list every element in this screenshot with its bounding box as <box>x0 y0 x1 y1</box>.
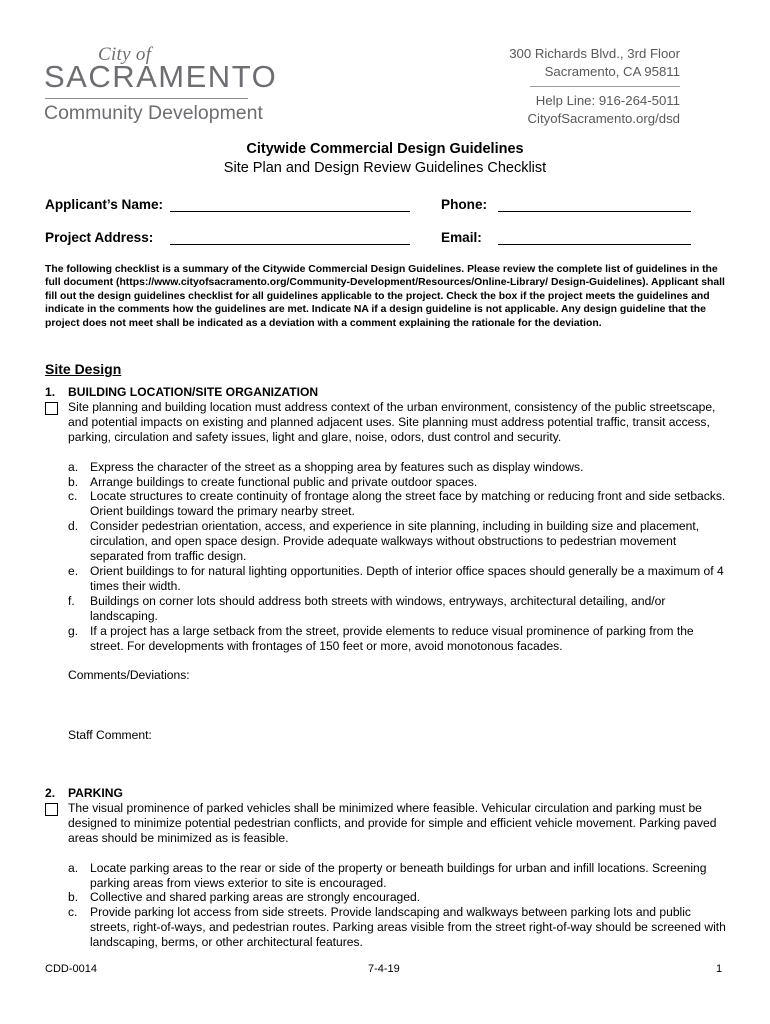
item-letter: d. <box>68 519 79 534</box>
logo-city-text: City of <box>98 44 152 65</box>
guideline-description <box>45 801 730 846</box>
item-text: Orient buildings to for natural lighting opportunities. Depth of interior office spaces should generally be a maximum of 4 times their width. <box>90 563 724 593</box>
item-text: If a project has a large setback from the street, provide elements to reduce visual prominence of parking from the street. For developments with frontages of 150 feet or more, avoid monotonous facades. <box>90 623 694 653</box>
item-letter: a. <box>68 860 79 875</box>
list-item <box>68 519 730 564</box>
item-letter: a. <box>68 459 79 474</box>
address-line1: 300 Richards Blvd., 3rd Floor <box>509 46 680 61</box>
guideline-heading <box>45 385 730 400</box>
item-letter: b. <box>68 890 79 905</box>
intro-paragraph: The following checklist is a summary of the Citywide Commercial Design Guidelines. Please review the complete list of guidelines in the full document (https://www.cityofsacramento.org/Community-Development/Resources/Online-Library/ Design-Guidelines). Applicant shall fill out the design guidelines checklist for all guidelines applicable to the project. Check the box if the project meets the guidelines and indicate in the comments how the guidelines are met. Indicate NA if a design guideline is not applicable. Any design guideline that the project does not meet shall be indicated as a deviation with a comment explaining the rationale for the deviation. <box>45 264 725 329</box>
guideline-2 <box>45 786 730 950</box>
item-text: Provide parking lot access from side streets. Provide landscaping and walkways between parking lots and public streets, right-of-ways, and pedestrian routes. Parking areas visible from the street right-of-way should be screened with landscaping, berms, or other architectural features. <box>90 905 726 950</box>
list-item <box>68 594 730 624</box>
item-text: Locate parking areas to the rear or side of the property or beneath buildings for urban and infill locations. Screening parking areas from views exterior to site is encouraged. <box>90 860 707 890</box>
guideline-1 <box>45 385 730 653</box>
item-text: Arrange buildings to create functional public and private outdoor spaces. <box>90 474 478 489</box>
list-item <box>68 624 730 654</box>
revision-date: 7-4-19 <box>368 963 400 975</box>
item-letter: f. <box>68 593 75 608</box>
contact-block <box>509 45 680 128</box>
guideline-items <box>45 861 730 950</box>
logo-divider <box>45 98 248 99</box>
item-letter: c. <box>68 905 78 920</box>
city-logo <box>44 44 284 134</box>
item-text: Locate structures to create continuity of frontage along the street face by matching or reducing front and side setbacks. Orient buildings toward the primary nearby street. <box>90 489 726 519</box>
list-item <box>68 475 730 490</box>
list-item <box>68 460 730 475</box>
project-address-field[interactable] <box>170 244 410 245</box>
list-item <box>68 890 730 905</box>
email-field[interactable] <box>498 244 691 245</box>
email-label: Email: <box>441 230 482 245</box>
guideline-checkbox[interactable] <box>45 803 58 816</box>
phone-field[interactable] <box>498 211 691 212</box>
list-item <box>68 905 730 950</box>
contact-divider <box>530 86 680 87</box>
list-item <box>68 564 730 594</box>
guideline-checkbox[interactable] <box>45 402 58 415</box>
item-text: Buildings on corner lots should address both streets with windows, entryways, architectural detailing, and/or landscaping. <box>90 593 666 623</box>
logo-dept-text: Community Development <box>44 102 263 124</box>
guideline-title: PARKING <box>68 786 123 800</box>
staff-comment-label: Staff Comment: <box>68 728 152 742</box>
item-text: Consider pedestrian orientation, access, and experience in site planning, including in building size and placement, circulation, and open space design. Provide adequate walkways without obstructions to pedestrian movement separated from traffic design. <box>90 519 700 564</box>
form-code: CDD-0014 <box>45 963 97 975</box>
item-text: Express the character of the street as a shopping area by features such as display windows. <box>90 459 584 474</box>
guideline-description-text: The visual prominence of parked vehicles shall be minimized where feasible. Vehicular circulation and parking must be designed to minimize potential pedestrian conflicts, and provide for simple and efficient vehicle movement. Parking paved areas should be minimized as is feasible. <box>68 800 717 845</box>
applicant-name-label: Applicant’s Name: <box>45 197 164 212</box>
phone-label: Phone: <box>441 197 488 212</box>
item-letter: b. <box>68 474 79 489</box>
list-item <box>68 861 730 891</box>
item-letter: g. <box>68 623 79 638</box>
guideline-description-text: Site planning and building location must address context of the urban environment, consistency of the public streetscape, and potential impacts on existing and planned adjacent uses. Site planning must address potential traffic, transit access, parking, circulation and safety issues, light and glare, noise, odors, dust control and security. <box>68 399 716 444</box>
guideline-items <box>45 460 730 654</box>
item-letter: c. <box>68 489 78 504</box>
item-text: Collective and shared parking areas are strongly encouraged. <box>90 890 421 905</box>
comments-deviations-label: Comments/Deviations: <box>68 668 190 682</box>
logo-name-text: SACRAMENTO <box>44 59 278 94</box>
guideline-heading <box>45 786 730 801</box>
guideline-description <box>45 400 730 445</box>
page-title: Citywide Commercial Design Guidelines <box>246 141 524 157</box>
help-line: Help Line: 916-264-5011 <box>535 93 680 108</box>
address-line2: Sacramento, CA 95811 <box>544 64 680 79</box>
section-title: Site Design <box>45 361 122 377</box>
guideline-title: BUILDING LOCATION/SITE ORGANIZATION <box>68 385 319 399</box>
website: CityofSacramento.org/dsd <box>527 111 680 126</box>
item-letter: e. <box>68 563 79 578</box>
guideline-number: 1. <box>45 385 56 399</box>
project-address-label: Project Address: <box>45 230 154 245</box>
page-number: 1 <box>716 963 723 975</box>
applicant-name-field[interactable] <box>170 211 410 212</box>
guideline-number: 2. <box>45 786 56 800</box>
page-subtitle: Site Plan and Design Review Guidelines Checklist <box>223 160 547 176</box>
list-item <box>68 489 730 519</box>
